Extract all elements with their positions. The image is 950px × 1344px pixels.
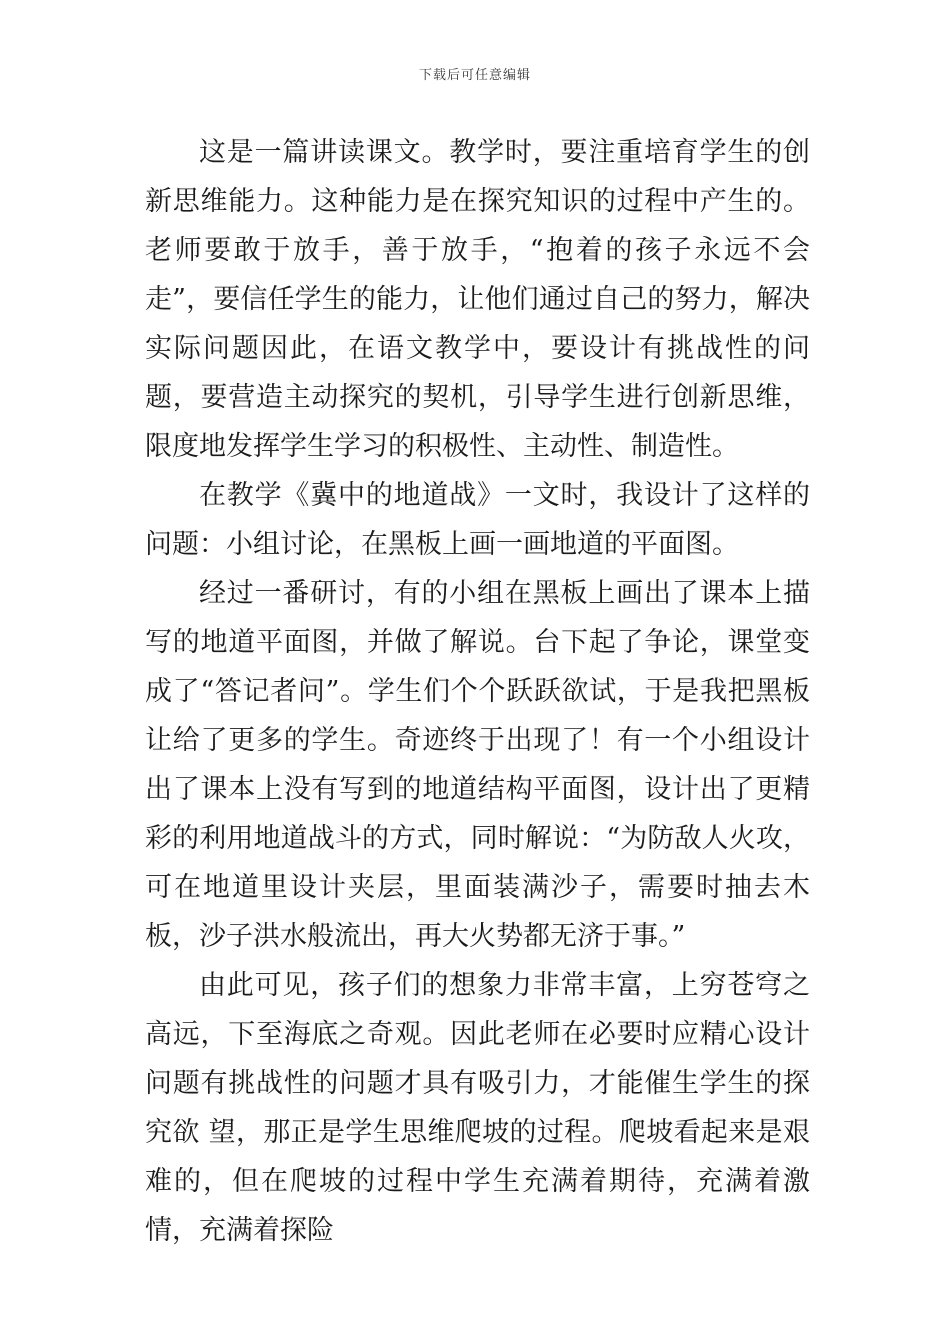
paragraph-3: 经过一番研讨，有的小组在黑板上画出了课本上描写的地道平面图，并做了解说。台下起了争论，课堂变成了“答记者问”。学生们个个跃跃欲试，于是我把黑板让给了更多的学生。奇迹终于出现了！有一个小组设计出了课本上没有写到的地道结构平面图，设计出了更精彩的利用地道战斗的方式，同时解说：“为防敌人火攻，可在地道里设计夹层，里面装满沙子，需要时抽去木板，沙子洪水般流出，再大火势都无济于事。” <box>145 578 810 952</box>
paragraph-1: 这是一篇讲读课文。教学时，要注重培育学生的创新思维能力。这种能力是在探究知识的过程中产生的。老师要敢于放手，善于放手，“抱着的孩子永远不会走”，要信任学生的能力，让他们通过自己的努力，解决实际问题因此，在语文教学中，要设计有挑战性的问题，要营造主动探究的契机，引导学生进行创新思维，限度地发挥学生学习的积极性、主动性、制造性。 <box>145 137 810 462</box>
paragraph-4: 由此可见，孩子们的想象力非常丰富，上穷苍穹之高远，下至海底之奇观。因此老师在必要时应精心设计问题有挑战性的问题才具有吸引力，才能催生学生的探究欲 望，那正是学生思维爬坡的过程。爬坡看起来是艰难的，但在爬坡的过程中学生充满着期待，充满着激情，充满着探险 <box>145 970 810 1246</box>
page-header: 下载后可任意编辑 <box>418 68 531 83</box>
paragraph-2: 在教学《冀中的地道战》一文时，我设计了这样的问题：小组讨论，在黑板上画一画地道的平面图。 <box>145 480 810 560</box>
document-body <box>145 128 810 1255</box>
